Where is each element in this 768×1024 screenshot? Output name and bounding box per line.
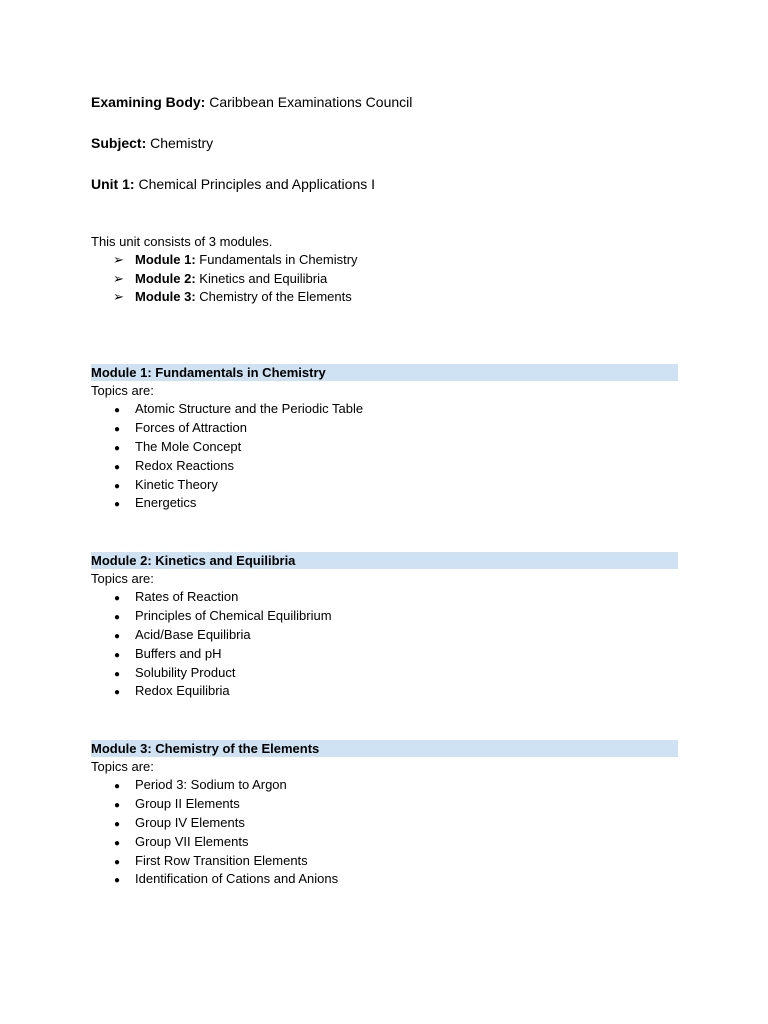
list-item: ● Buffers and pH	[91, 645, 678, 664]
bullet-icon: ●	[114, 423, 121, 435]
module-2-section	[91, 552, 678, 701]
module-title: Kinetics and Equilibria	[199, 270, 328, 286]
subject-value: Chemistry	[150, 135, 214, 151]
list-item: ● Group IV Elements	[91, 814, 678, 833]
bullet-icon: ●	[114, 856, 121, 868]
list-item: ● Redox Equilibria	[91, 682, 678, 701]
module-3-section	[91, 740, 678, 889]
unit-label: Unit 1:	[91, 176, 135, 192]
module-label: Module 3:	[135, 289, 196, 305]
list-item: ● First Row Transition Elements	[91, 852, 678, 871]
topic-list	[91, 588, 678, 701]
list-item	[113, 270, 358, 289]
subject-field	[91, 134, 213, 152]
bullet-icon: ●	[114, 818, 121, 830]
unit-field	[91, 175, 375, 193]
list-item: ● Kinetic Theory	[91, 476, 678, 495]
bullet-icon: ●	[114, 687, 121, 699]
list-item: ● Energetics	[91, 494, 678, 513]
unit-value: Chemical Principles and Applications I	[138, 176, 376, 192]
bullet-icon: ●	[114, 630, 121, 642]
bullet-icon: ●	[114, 405, 121, 416]
module-overview-list	[113, 251, 358, 307]
module-label: Module 1:	[135, 252, 196, 267]
list-item: ● Atomic Structure and the Periodic Table	[91, 400, 678, 419]
list-item: ● Acid/Base Equilibria	[91, 626, 678, 645]
examining-body-value: Caribbean Examinations Council	[209, 94, 413, 110]
bullet-icon: ●	[114, 875, 121, 887]
bullet-icon: ●	[114, 461, 121, 473]
topics-label: Topics are:	[91, 571, 154, 586]
section-heading: Module 3: Chemistry of the Elements	[91, 740, 678, 757]
bullet-icon: ●	[114, 611, 121, 623]
list-item: ● Rates of Reaction	[91, 588, 678, 607]
bullet-icon: ●	[114, 480, 121, 492]
list-item: ● Solubility Product	[91, 664, 678, 683]
module-1-section	[91, 364, 678, 513]
list-item	[113, 251, 358, 270]
list-item	[113, 288, 358, 307]
bullet-icon: ●	[114, 837, 121, 849]
section-heading: Module 2: Kinetics and Equilibria	[91, 552, 678, 569]
list-item: ● Group VII Elements	[91, 833, 678, 852]
module-title: Fundamentals in Chemistry	[199, 252, 358, 267]
topic-list	[91, 400, 678, 513]
bullet-icon: ●	[114, 799, 121, 811]
list-item: ● Group II Elements	[91, 795, 678, 814]
arrow-bullet-icon: ➢	[113, 252, 124, 267]
topic-list	[91, 776, 678, 889]
topics-label: Topics are:	[91, 383, 154, 398]
arrow-bullet-icon: ➢	[113, 289, 124, 305]
module-label: Module 2:	[135, 270, 196, 286]
list-item: ● Identification of Cations and Anions	[91, 870, 678, 889]
examining-body-label: Examining Body:	[91, 94, 206, 110]
intro-text: This unit consists of 3 modules.	[91, 234, 273, 249]
bullet-icon: ●	[114, 649, 121, 661]
bullet-icon: ●	[114, 593, 121, 604]
subject-label: Subject:	[91, 135, 147, 151]
list-item: ● Period 3: Sodium to Argon	[91, 776, 678, 795]
bullet-icon: ●	[114, 442, 121, 454]
arrow-bullet-icon: ➢	[113, 270, 124, 286]
list-item: ● Redox Reactions	[91, 457, 678, 476]
list-item: ● Forces of Attraction	[91, 419, 678, 438]
module-title: Chemistry of the Elements	[199, 289, 352, 305]
topics-label: Topics are:	[91, 759, 154, 774]
bullet-icon: ●	[114, 781, 121, 792]
bullet-icon: ●	[114, 499, 121, 511]
examining-body-field	[91, 93, 412, 111]
list-item: ● The Mole Concept	[91, 438, 678, 457]
list-item: ● Principles of Chemical Equilibrium	[91, 607, 678, 626]
bullet-icon: ●	[114, 668, 121, 680]
section-heading: Module 1: Fundamentals in Chemistry	[91, 364, 678, 381]
